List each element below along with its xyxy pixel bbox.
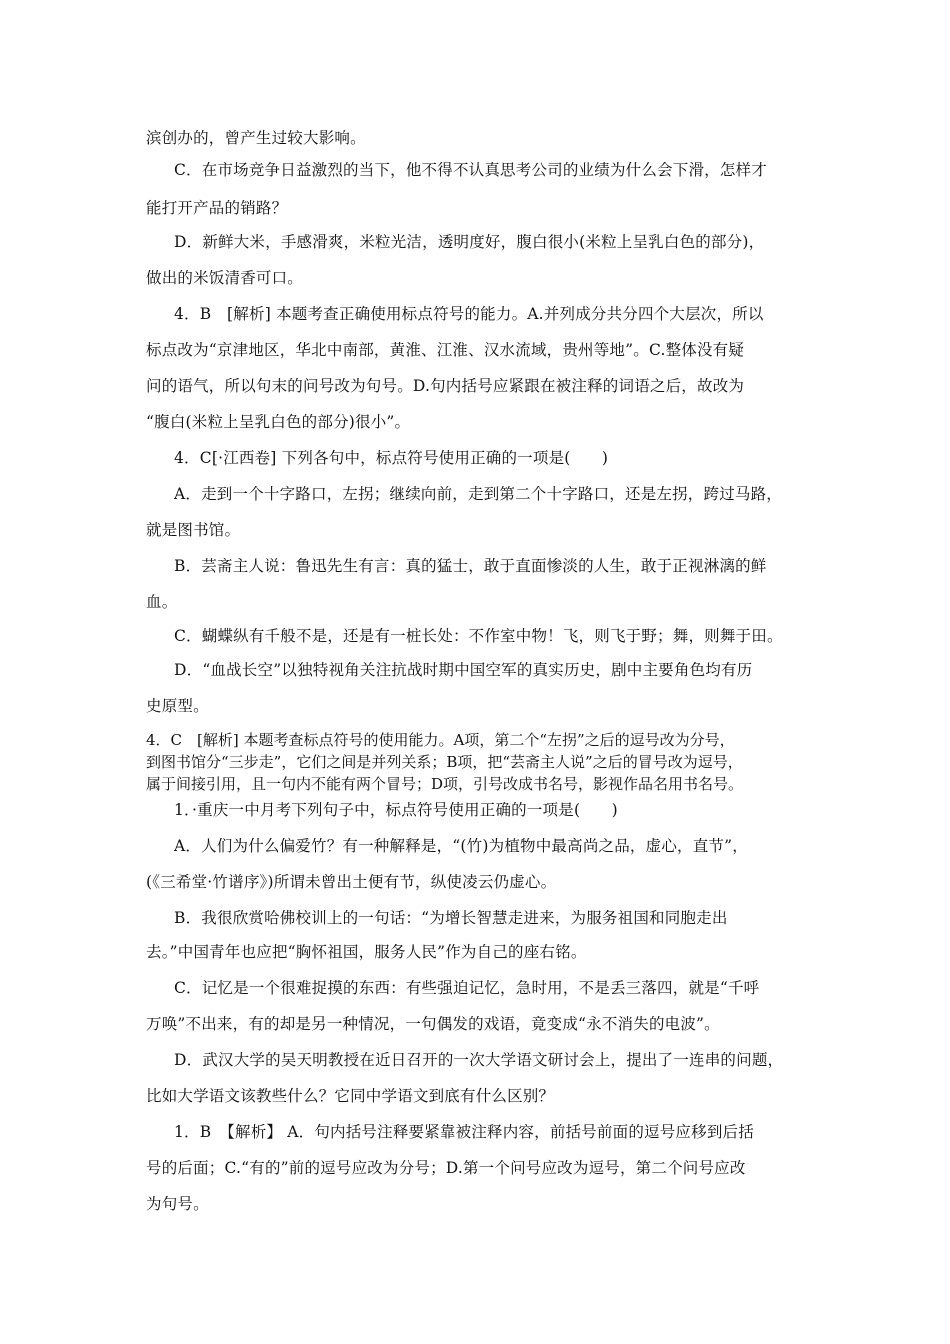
- text-line: C．记忆是一个很难捉摸的东西：有些强迫记忆，急时用，不是丢三落四，就是“千呼: [174, 979, 760, 997]
- text-line: 4．C[·江西卷] 下列各句中，标点符号使用正确的一项是( ): [174, 449, 609, 467]
- text-line: 为句号。: [146, 1195, 209, 1213]
- text-line: (《三希堂·竹谱序》)所谓未曾出土便有节，纵使凌云仍虚心。: [146, 873, 557, 891]
- text-line: D．“血战长空”以独特视角关注抗战时期中国空军的真实历史，剧中主要角色均有历: [174, 661, 753, 679]
- text-line: 滨创办的，曾产生过较大影响。: [146, 129, 366, 147]
- text-line: 4．B [解析] 本题考查正确使用标点符号的能力。A.并列成分共分四个大层次，所以: [174, 305, 764, 323]
- text-line: 万唤”不出来，有的却是另一种情况，一句偶发的戏语，竟变成“永不消失的电波”。: [146, 1015, 720, 1033]
- text-line: 史原型。: [146, 697, 209, 715]
- text-line: 1．·重庆一中月考下列句子中，标点符号使用正确的一项是( ): [174, 801, 618, 819]
- text-line: B．我很欣赏哈佛校训上的一句话：“为增长智慧走进来，为服务祖国和同胞走出: [174, 909, 728, 927]
- text-line: D．武汉大学的吴天明教授在近日召开的一次大学语文研讨会上，提出了一连串的问题，: [174, 1051, 784, 1069]
- text-line: 血。: [146, 593, 178, 611]
- text-line: 去。”中国青年也应把“胸怀祖国，服务人民”作为自己的座右铭。: [146, 943, 587, 961]
- text-line: “腹白(米粒上呈乳白色的部分)很小”。: [146, 413, 411, 431]
- text-line: 就是图书馆。: [146, 521, 241, 539]
- text-line: 属于间接引用，且一句内不能有两个冒号；D项，引号改成书名号，影视作品名用书名号。: [146, 775, 744, 793]
- text-line: A．走到一个十字路口，左拐；继续向前，走到第二个十字路口，还是左拐，跨过马路，: [174, 485, 782, 503]
- text-line: 问的语气，所以句末的问号改为句号。D.句内括号应紧跟在被注释的词语之后，故改为: [146, 377, 745, 395]
- text-line: 标点改为“京津地区，华北中南部，黄淮、江淮、汉水流域，贵州等地”。C.整体没有疑: [146, 341, 745, 359]
- text-line: 1．B 【解析】 A．句内括号注释要紧靠被注释内容，前括号前面的逗号应移到后括: [174, 1123, 754, 1141]
- text-line: B．芸斋主人说：鲁迅先生有言：真的猛士，敢于直面惨淡的人生，敢于正视淋漓的鲜: [174, 557, 767, 575]
- text-line: C．在市场竞争日益激烈的当下，他不得不认真思考公司的业绩为什么会下滑，怎样才: [174, 161, 767, 179]
- text-line: D．新鲜大米，手感滑爽，米粒光洁，透明度好，腹白很小(米粒上呈乳白色的部分)，: [174, 233, 765, 251]
- text-line: C．蝴蝶纵有千般不是，还是有一桩长处：不作室中物！飞，则飞于野；舞，则舞于田。: [174, 627, 783, 645]
- text-line: A．人们为什么偏爱竹？有一种解释是，“(竹)为植物中最高尚之品，虚心，直节”，: [174, 837, 748, 855]
- text-line: 做出的米饭清香可口。: [146, 269, 304, 287]
- text-line: 4．C [解析] 本题考查标点符号的使用能力。A项，第二个“左拐”之后的逗号改为分号，: [146, 731, 735, 749]
- text-line: 到图书馆分“三步走”，它们之间是并列关系；B项，把“芸斋主人说”之后的冒号改为逗号，: [146, 753, 743, 771]
- text-line: 比如大学语文该教些什么？它同中学语文到底有什么区别？: [146, 1087, 555, 1105]
- text-line: 能打开产品的销路？: [146, 199, 288, 217]
- text-line: 号的后面；C.“有的”前的逗号应改为分号；D.第一个问号应改为逗号，第二个问号应改: [146, 1159, 746, 1177]
